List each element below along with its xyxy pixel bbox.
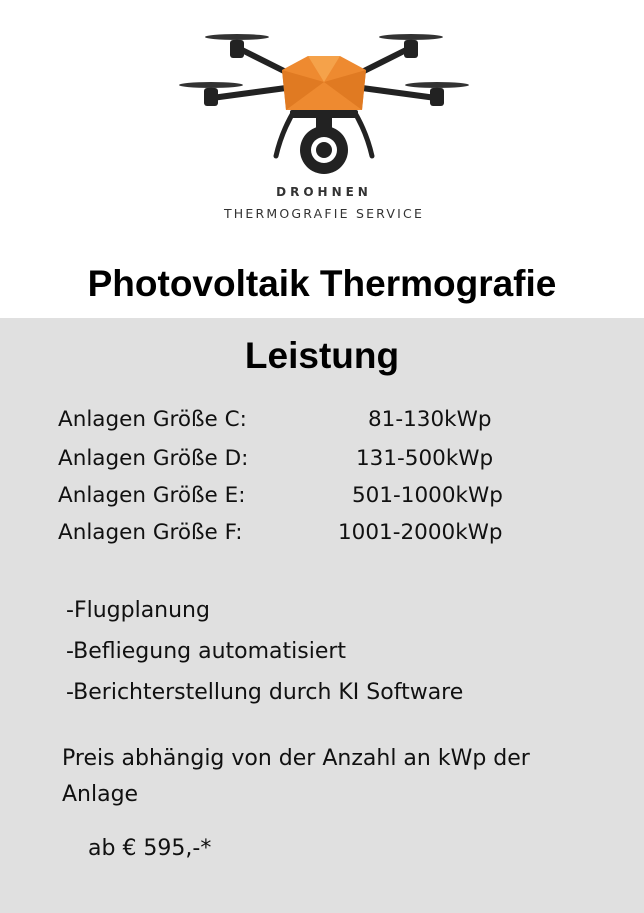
feature-item: -Berichterstellung durch KI Software [66, 680, 464, 705]
feature-item: -Befliegung automatisiert [66, 639, 347, 664]
price-note: Preis abhängig von der Anzahl an kWp der Anlage [62, 746, 530, 807]
tier-row-f [58, 518, 558, 548]
tier-value: 501-1000kWp [352, 483, 503, 508]
tier-label: Anlagen Größe D: [58, 446, 249, 471]
page-title: Photovoltaik Thermografie [87, 263, 557, 304]
section-heading: Leistung [244, 335, 400, 376]
price-label: ab € 595,-* [88, 836, 212, 861]
tier-label: Anlagen Größe E: [58, 483, 246, 508]
tier-value: 1001-2000kWp [338, 520, 503, 545]
header-section [0, 0, 644, 318]
tier-row-d [58, 444, 538, 474]
tier-label: Anlagen Größe F: [58, 520, 243, 545]
logo [178, 30, 470, 226]
tier-label: Anlagen Größe C: [58, 407, 247, 432]
tier-row-e [58, 481, 558, 511]
drone-icon [178, 30, 470, 180]
feature-item: -Flugplanung [66, 598, 210, 623]
brand-line-1: DROHNEN [276, 185, 372, 199]
tier-row-c [58, 405, 538, 435]
tier-value: 131-500kWp [356, 446, 494, 471]
brand-line-2: THERMOGRAFIE SERVICE [223, 206, 425, 221]
tier-value: 81-130kWp [368, 407, 492, 432]
